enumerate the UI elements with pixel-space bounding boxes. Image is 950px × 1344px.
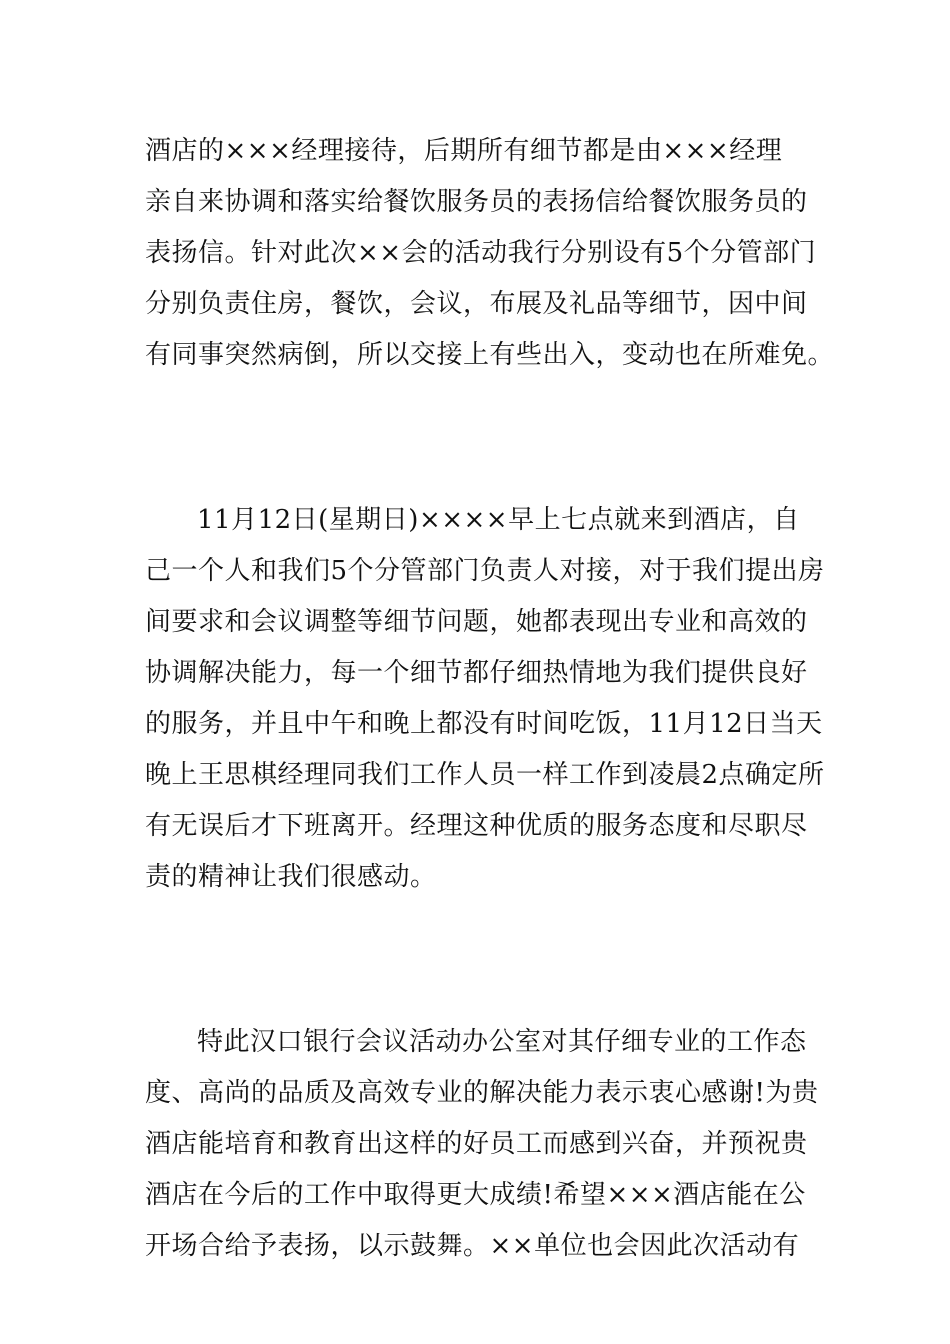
paragraph-1 [145,126,835,381]
paragraph-line: 的服务，并且中午和晚上都没有时间吃饭，11月12日当天 [145,709,823,739]
paragraph-line: 协调解决能力，每一个细节都仔细热情地为我们提供良好 [145,658,808,688]
paragraph-line: 有同事突然病倒，所以交接上有些出入，变动也在所难免。 [145,340,835,370]
paragraph-2 [145,495,825,903]
paragraph-line: 特此汉口银行会议活动办公室对其仔细专业的工作态 [197,1027,807,1057]
paragraph-line: 酒店能培育和教育出这样的好员工而感到兴奋，并预祝贵 [145,1129,808,1159]
paragraph-line: 有无误后才下班离开。经理这种优质的服务态度和尽职尽 [145,811,808,841]
paragraph-line: 11月12日(星期日)××××早上七点就来到酒店，自 [197,505,800,535]
paragraph-line: 酒店在今后的工作中取得更大成绩!希望×××酒店能在公 [145,1180,806,1210]
document-page [145,126,835,1272]
paragraph-line: 开场合给予表扬，以示鼓舞。××单位也会因此次活动有 [145,1231,800,1261]
paragraph-line: 己一个人和我们5个分管部门负责人对接，对于我们提出房 [145,556,825,586]
paragraph-line: 分别负责住房，餐饮，会议，布展及礼品等细节，因中间 [145,289,808,319]
paragraph-line: 度、高尚的品质及高效专业的解决能力表示衷心感谢!为贵 [145,1078,819,1108]
paragraph-line: 亲自来协调和落实给餐饮服务员的表扬信给餐饮服务员的 [145,187,808,217]
paragraph-line: 表扬信。针对此次××会的活动我行分别设有5个分管部门 [145,238,817,268]
paragraph-line: 间要求和会议调整等细节问题，她都表现出专业和高效的 [145,607,808,637]
paragraph-spacer [145,903,810,1017]
paragraph-line: 晚上王思棋经理同我们工作人员一样工作到凌晨2点确定所 [145,760,825,790]
paragraph-3 [145,1017,819,1272]
paragraph-line: 责的精神让我们很感动。 [145,862,437,892]
paragraph-line: 酒店的×××经理接待，后期所有细节都是由×××经理 [145,136,783,166]
paragraph-spacer [145,381,810,495]
